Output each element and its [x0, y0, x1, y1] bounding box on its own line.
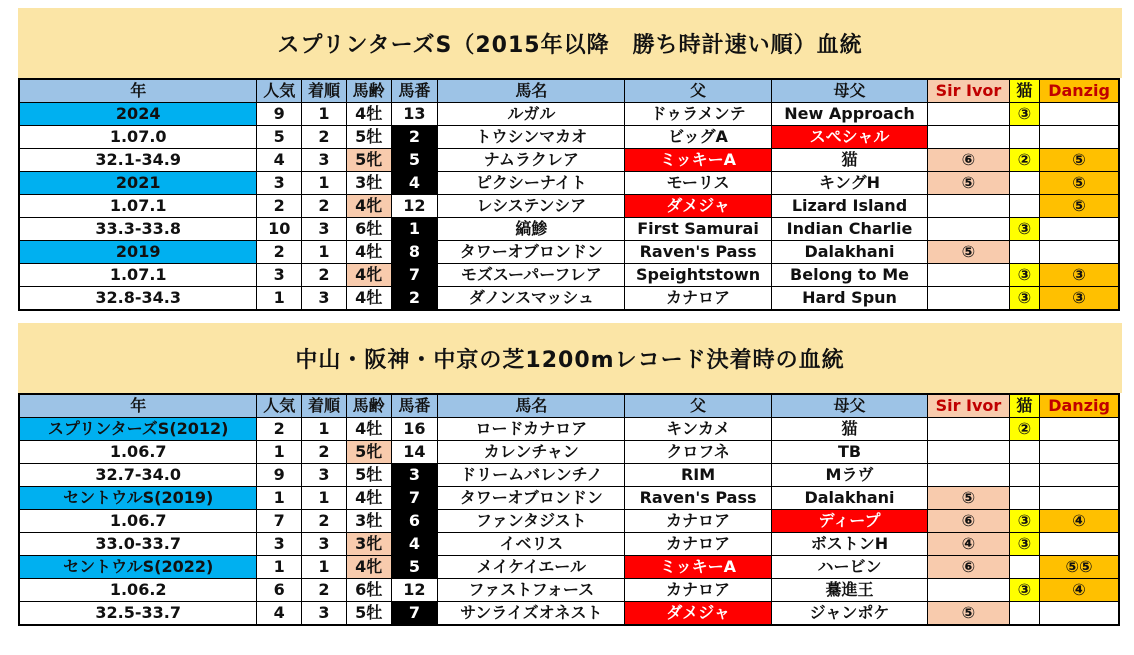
finish-cell: 3	[302, 218, 347, 241]
horse-name-cell: ファンタジスト	[438, 510, 625, 533]
sir-ivor-cell	[928, 287, 1009, 311]
table-row	[19, 241, 1119, 264]
column-header: 母父	[771, 394, 928, 418]
finish-cell: 2	[302, 195, 347, 218]
age-cell: 4牡	[346, 287, 391, 311]
danzig-cell	[1040, 602, 1119, 626]
year-cell: 33.0-33.7	[19, 533, 257, 556]
table-row	[19, 264, 1119, 287]
dam-sire-cell: Indian Charlie	[771, 218, 928, 241]
danzig-cell: ④	[1040, 510, 1119, 533]
horse-name-cell: サンライズオネスト	[438, 602, 625, 626]
sir-ivor-cell	[928, 579, 1009, 602]
danzig-cell: ③	[1040, 264, 1119, 287]
sir-ivor-cell: ⑤	[928, 602, 1009, 626]
column-header: 馬齢	[346, 79, 391, 103]
table-row	[19, 418, 1119, 441]
sire-cell: ミッキーA	[625, 149, 771, 172]
sire-cell: ダメジャ	[625, 602, 771, 626]
finish-cell: 2	[302, 264, 347, 287]
column-header: Sir Ivor	[928, 394, 1009, 418]
sire-cell: ミッキーA	[625, 556, 771, 579]
sir-ivor-cell	[928, 441, 1009, 464]
horse-name-cell: タワーオブロンドン	[438, 241, 625, 264]
record-table	[18, 393, 1120, 626]
table-row	[19, 579, 1119, 602]
danzig-cell: ⑤	[1040, 172, 1119, 195]
danzig-cell	[1040, 103, 1119, 126]
finish-cell: 2	[302, 441, 347, 464]
column-header: 馬名	[438, 394, 625, 418]
age-cell: 3牡	[346, 172, 391, 195]
gate-cell: 6	[391, 510, 438, 533]
danzig-cell: ⑤	[1040, 195, 1119, 218]
sir-ivor-cell: ⑥	[928, 510, 1009, 533]
sir-ivor-cell: ⑥	[928, 149, 1009, 172]
dam-sire-cell: キングH	[771, 172, 928, 195]
horse-name-cell: ダノンスマッシュ	[438, 287, 625, 311]
popularity-cell: 4	[257, 149, 302, 172]
danzig-cell	[1040, 441, 1119, 464]
neko-cell	[1009, 195, 1039, 218]
header-row	[19, 79, 1119, 103]
year-cell: 1.07.1	[19, 264, 257, 287]
popularity-cell: 4	[257, 602, 302, 626]
sire-cell: カナロア	[625, 510, 771, 533]
age-cell: 5牡	[346, 602, 391, 626]
year-cell: 1.06.7	[19, 510, 257, 533]
horse-name-cell: メイケイエール	[438, 556, 625, 579]
column-header: 馬齢	[346, 394, 391, 418]
popularity-cell: 7	[257, 510, 302, 533]
table-row	[19, 556, 1119, 579]
popularity-cell: 3	[257, 172, 302, 195]
danzig-cell: ③	[1040, 287, 1119, 311]
sire-cell: ダメジャ	[625, 195, 771, 218]
year-cell: 2024	[19, 103, 257, 126]
dam-sire-cell: New Approach	[771, 103, 928, 126]
column-header: 馬番	[391, 79, 438, 103]
gate-cell: 8	[391, 241, 438, 264]
finish-cell: 1	[302, 172, 347, 195]
sir-ivor-cell: ④	[928, 533, 1009, 556]
gate-cell: 5	[391, 149, 438, 172]
popularity-cell: 2	[257, 418, 302, 441]
popularity-cell: 3	[257, 533, 302, 556]
column-header: 人気	[257, 394, 302, 418]
dam-sire-cell: Dalakhani	[771, 487, 928, 510]
gate-cell: 7	[391, 487, 438, 510]
danzig-cell: ④	[1040, 579, 1119, 602]
year-cell: 32.8-34.3	[19, 287, 257, 311]
gate-cell: 2	[391, 287, 438, 311]
sire-cell: カナロア	[625, 287, 771, 311]
finish-cell: 1	[302, 418, 347, 441]
age-cell: 4牝	[346, 264, 391, 287]
danzig-cell: ⑤⑤	[1040, 556, 1119, 579]
table-row	[19, 510, 1119, 533]
sir-ivor-cell	[928, 103, 1009, 126]
dam-sire-cell: スペシャル	[771, 126, 928, 149]
sire-cell: Raven's Pass	[625, 487, 771, 510]
gate-cell: 4	[391, 533, 438, 556]
popularity-cell: 1	[257, 441, 302, 464]
gate-cell: 14	[391, 441, 438, 464]
gate-cell: 5	[391, 556, 438, 579]
column-header: 着順	[302, 79, 347, 103]
neko-cell	[1009, 441, 1039, 464]
column-header: 母父	[771, 79, 928, 103]
horse-name-cell: ピクシーナイト	[438, 172, 625, 195]
dam-sire-cell: Dalakhani	[771, 241, 928, 264]
gate-cell: 7	[391, 602, 438, 626]
age-cell: 4牡	[346, 487, 391, 510]
year-cell: 1.06.7	[19, 441, 257, 464]
finish-cell: 3	[302, 602, 347, 626]
sir-ivor-cell	[928, 464, 1009, 487]
finish-cell: 2	[302, 126, 347, 149]
finish-cell: 3	[302, 464, 347, 487]
horse-name-cell: モズスーパーフレア	[438, 264, 625, 287]
neko-cell	[1009, 241, 1039, 264]
finish-cell: 1	[302, 487, 347, 510]
year-cell: 2019	[19, 241, 257, 264]
gate-cell: 7	[391, 264, 438, 287]
year-cell: 1.06.2	[19, 579, 257, 602]
age-cell: 6牡	[346, 218, 391, 241]
column-header: 猫	[1009, 79, 1039, 103]
column-header: 父	[625, 79, 771, 103]
gate-cell: 16	[391, 418, 438, 441]
finish-cell: 3	[302, 149, 347, 172]
finish-cell: 2	[302, 579, 347, 602]
finish-cell: 3	[302, 533, 347, 556]
popularity-cell: 10	[257, 218, 302, 241]
horse-name-cell: レシステンシア	[438, 195, 625, 218]
danzig-cell	[1040, 126, 1119, 149]
dam-sire-cell: 猫	[771, 418, 928, 441]
dam-sire-cell: TB	[771, 441, 928, 464]
sir-ivor-cell	[928, 418, 1009, 441]
age-cell: 4牝	[346, 556, 391, 579]
table-row	[19, 126, 1119, 149]
age-cell: 4牡	[346, 103, 391, 126]
horse-name-cell: ファストフォース	[438, 579, 625, 602]
danzig-cell	[1040, 218, 1119, 241]
sire-cell: Raven's Pass	[625, 241, 771, 264]
dam-sire-cell: Hard Spun	[771, 287, 928, 311]
horse-name-cell: ナムラクレア	[438, 149, 625, 172]
sir-ivor-cell: ⑤	[928, 487, 1009, 510]
gate-cell: 2	[391, 126, 438, 149]
dam-sire-cell: Mラヴ	[771, 464, 928, 487]
section-title: 中山・阪神・中京の芝1200mレコード決着時の血統	[295, 348, 845, 373]
horse-name-cell: トウシンマカオ	[438, 126, 625, 149]
dam-sire-cell: ジャンポケ	[771, 602, 928, 626]
popularity-cell: 1	[257, 487, 302, 510]
year-cell: セントウルS(2022)	[19, 556, 257, 579]
section-title: スプリンターズS（2015年以降 勝ち時計速い順）血統	[277, 33, 863, 58]
sir-ivor-cell: ⑤	[928, 241, 1009, 264]
danzig-cell	[1040, 487, 1119, 510]
neko-cell: ③	[1009, 287, 1039, 311]
neko-cell: ②	[1009, 418, 1039, 441]
year-cell: 1.07.1	[19, 195, 257, 218]
horse-name-cell: ドリームバレンチノ	[438, 464, 625, 487]
column-header: 着順	[302, 394, 347, 418]
column-header: Sir Ivor	[928, 79, 1009, 103]
year-cell: セントウルS(2019)	[19, 487, 257, 510]
sire-cell: モーリス	[625, 172, 771, 195]
finish-cell: 2	[302, 510, 347, 533]
dam-sire-cell: 猫	[771, 149, 928, 172]
dam-sire-cell: ボストンH	[771, 533, 928, 556]
danzig-cell	[1040, 241, 1119, 264]
popularity-cell: 5	[257, 126, 302, 149]
finish-cell: 1	[302, 241, 347, 264]
neko-cell: ③	[1009, 510, 1039, 533]
age-cell: 5牝	[346, 441, 391, 464]
danzig-cell: ⑤	[1040, 149, 1119, 172]
table-row	[19, 441, 1119, 464]
dam-sire-cell: Lizard Island	[771, 195, 928, 218]
table-row	[19, 602, 1119, 626]
sir-ivor-cell: ⑥	[928, 556, 1009, 579]
table-row	[19, 218, 1119, 241]
sir-ivor-cell	[928, 264, 1009, 287]
age-cell: 4牡	[346, 418, 391, 441]
finish-cell: 3	[302, 287, 347, 311]
age-cell: 3牡	[346, 510, 391, 533]
gate-cell: 13	[391, 103, 438, 126]
popularity-cell: 3	[257, 264, 302, 287]
age-cell: 6牡	[346, 579, 391, 602]
dam-sire-cell: Belong to Me	[771, 264, 928, 287]
sprinters-table	[18, 78, 1120, 311]
horse-name-cell: ロードカナロア	[438, 418, 625, 441]
column-header: 馬番	[391, 394, 438, 418]
age-cell: 5牝	[346, 149, 391, 172]
horse-name-cell: タワーオブロンドン	[438, 487, 625, 510]
table-row	[19, 103, 1119, 126]
column-header: 年	[19, 394, 257, 418]
year-cell: 32.7-34.0	[19, 464, 257, 487]
horse-name-cell: 縞鯵	[438, 218, 625, 241]
column-header: 猫	[1009, 394, 1039, 418]
neko-cell	[1009, 487, 1039, 510]
neko-cell	[1009, 172, 1039, 195]
sire-cell: クロフネ	[625, 441, 771, 464]
table-row	[19, 487, 1119, 510]
age-cell: 4牡	[346, 241, 391, 264]
year-cell: 32.1-34.9	[19, 149, 257, 172]
column-header: 父	[625, 394, 771, 418]
year-cell: 33.3-33.8	[19, 218, 257, 241]
neko-cell: ③	[1009, 533, 1039, 556]
column-header: Danzig	[1040, 79, 1119, 103]
gate-cell: 12	[391, 195, 438, 218]
neko-cell	[1009, 464, 1039, 487]
table-row	[19, 533, 1119, 556]
sire-cell: Speightstown	[625, 264, 771, 287]
sir-ivor-cell	[928, 126, 1009, 149]
popularity-cell: 9	[257, 103, 302, 126]
sire-cell: ドゥラメンテ	[625, 103, 771, 126]
horse-name-cell: イベリス	[438, 533, 625, 556]
dam-sire-cell: ハービン	[771, 556, 928, 579]
finish-cell: 1	[302, 556, 347, 579]
gate-cell: 3	[391, 464, 438, 487]
year-cell: スプリンターズS(2012)	[19, 418, 257, 441]
column-header: 人気	[257, 79, 302, 103]
header-row	[19, 394, 1119, 418]
gate-cell: 12	[391, 579, 438, 602]
horse-name-cell: カレンチャン	[438, 441, 625, 464]
popularity-cell: 9	[257, 464, 302, 487]
sire-cell: キンカメ	[625, 418, 771, 441]
dam-sire-cell: 驀進王	[771, 579, 928, 602]
sir-ivor-cell	[928, 195, 1009, 218]
age-cell: 5牡	[346, 464, 391, 487]
gate-cell: 1	[391, 218, 438, 241]
popularity-cell: 2	[257, 241, 302, 264]
sire-cell: ビッグA	[625, 126, 771, 149]
column-header: Danzig	[1040, 394, 1119, 418]
column-header: 年	[19, 79, 257, 103]
age-cell: 3牝	[346, 533, 391, 556]
popularity-cell: 1	[257, 556, 302, 579]
table-row	[19, 464, 1119, 487]
neko-cell: ②	[1009, 149, 1039, 172]
sire-cell: カナロア	[625, 533, 771, 556]
sir-ivor-cell	[928, 218, 1009, 241]
sire-cell: RIM	[625, 464, 771, 487]
danzig-cell	[1040, 533, 1119, 556]
year-cell: 1.07.0	[19, 126, 257, 149]
popularity-cell: 1	[257, 287, 302, 311]
popularity-cell: 2	[257, 195, 302, 218]
table-row	[19, 172, 1119, 195]
neko-cell: ③	[1009, 103, 1039, 126]
neko-cell: ③	[1009, 218, 1039, 241]
neko-cell: ③	[1009, 264, 1039, 287]
neko-cell	[1009, 556, 1039, 579]
sire-cell: カナロア	[625, 579, 771, 602]
dam-sire-cell: ディープ	[771, 510, 928, 533]
danzig-cell	[1040, 418, 1119, 441]
danzig-cell	[1040, 464, 1119, 487]
horse-name-cell: ルガル	[438, 103, 625, 126]
popularity-cell: 6	[257, 579, 302, 602]
year-cell: 32.5-33.7	[19, 602, 257, 626]
gate-cell: 4	[391, 172, 438, 195]
neko-cell	[1009, 126, 1039, 149]
neko-cell: ③	[1009, 579, 1039, 602]
sire-cell: First Samurai	[625, 218, 771, 241]
age-cell: 4牝	[346, 195, 391, 218]
sir-ivor-cell: ⑤	[928, 172, 1009, 195]
neko-cell	[1009, 602, 1039, 626]
age-cell: 5牡	[346, 126, 391, 149]
table-row	[19, 195, 1119, 218]
table-row	[19, 149, 1119, 172]
table-row	[19, 287, 1119, 311]
year-cell: 2021	[19, 172, 257, 195]
finish-cell: 1	[302, 103, 347, 126]
column-header: 馬名	[438, 79, 625, 103]
